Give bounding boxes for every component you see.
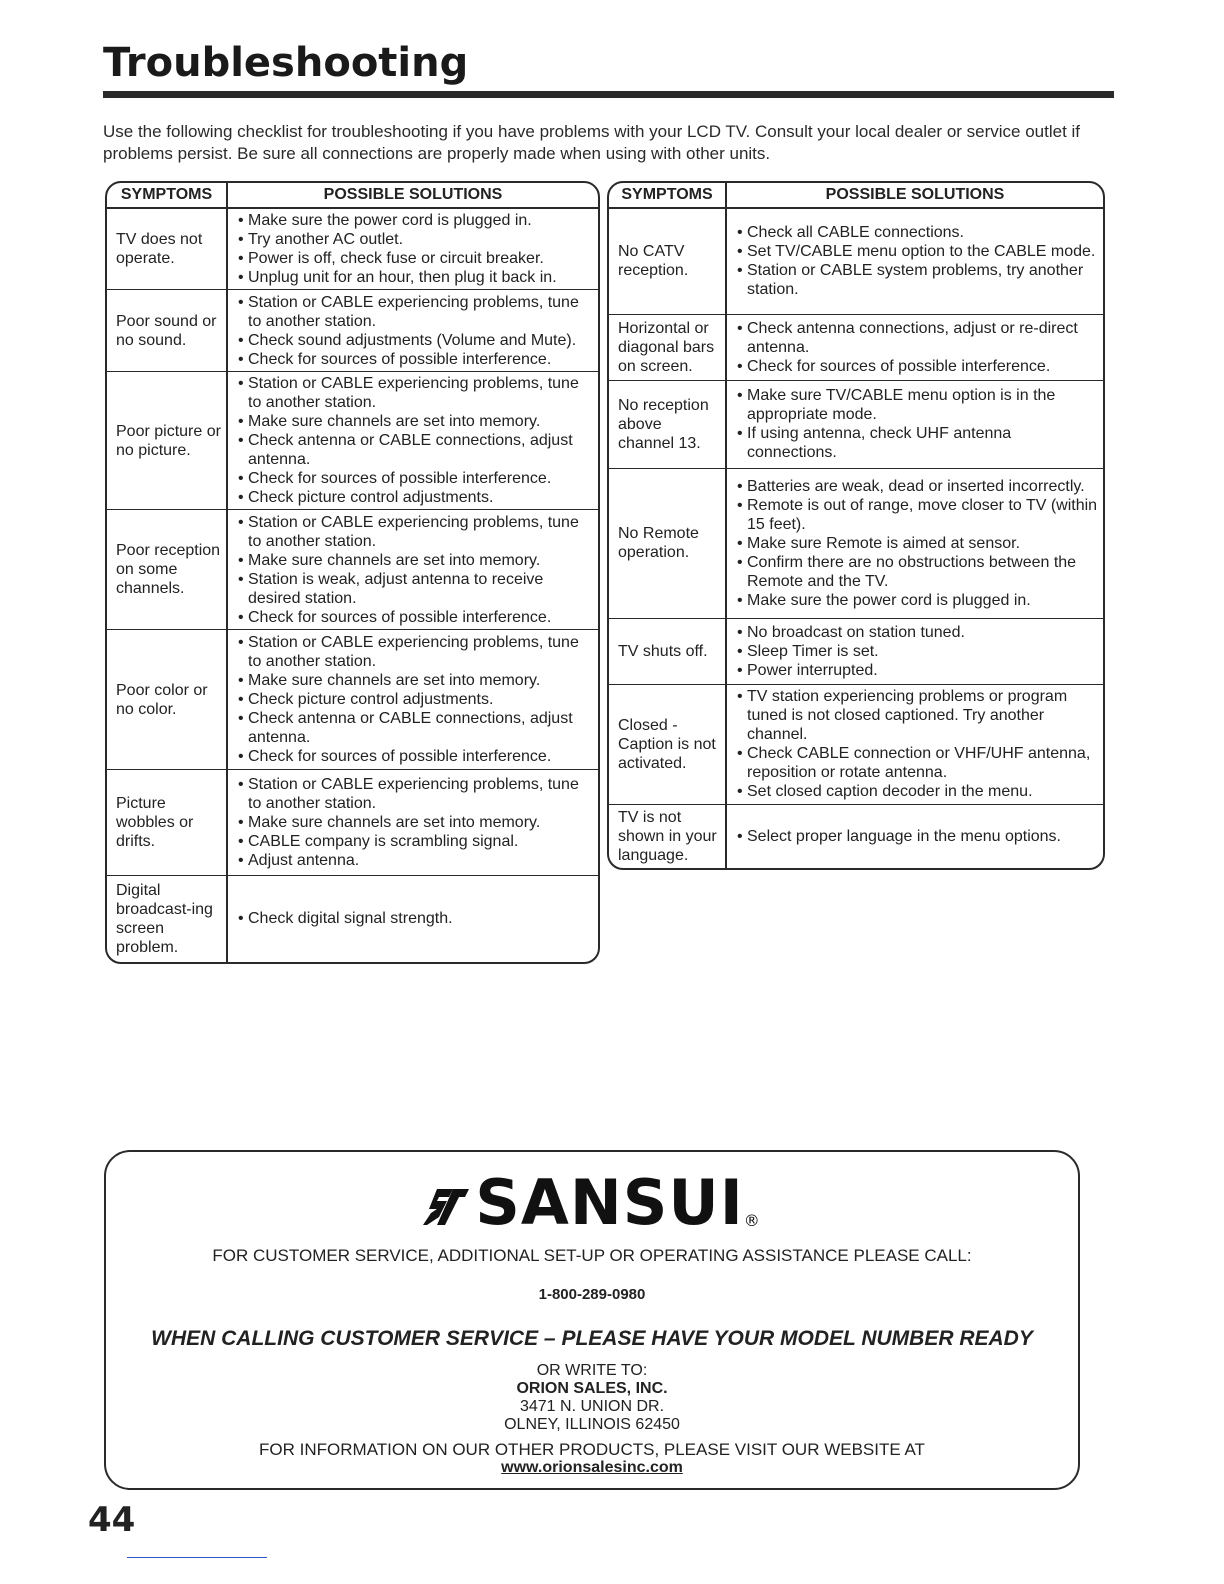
table-row (609, 468, 1103, 618)
solutions-cell (227, 290, 598, 372)
write-to-label: OR WRITE TO: (536, 1362, 648, 1379)
solutions-cell (726, 314, 1103, 380)
symptom-cell: Poor picture or no picture. (107, 372, 227, 510)
solution-list (735, 386, 1098, 462)
solution-item: • Station or CABLE experiencing problems, tune to another station. (236, 633, 593, 671)
solutions-cell (726, 684, 1103, 804)
brand-name: SANSUI (475, 1166, 744, 1239)
solution-item: • Check antenna or CABLE connections, adjust antenna. (236, 709, 593, 747)
solution-item: • Check digital signal strength. (236, 909, 593, 928)
solution-list (735, 827, 1098, 846)
table-row (107, 290, 598, 372)
solution-item: • Make sure channels are set into memory. (236, 813, 593, 832)
solution-item: • Station or CABLE experiencing problems, tune to another station. (236, 293, 593, 331)
symptom-cell: Picture wobbles or drifts. (107, 770, 227, 876)
registered-mark: ® (743, 1211, 761, 1230)
solution-item: • Unplug unit for an hour, then plug it back in. (236, 268, 593, 287)
table-row (107, 208, 598, 290)
solution-item: • Make sure the power cord is plugged in. (236, 211, 593, 230)
company-name: ORION SALES, INC. (516, 1380, 668, 1397)
street-address: 3471 N. UNION DR. (519, 1398, 665, 1415)
troubleshooting-table-left (105, 181, 600, 964)
city-address: OLNEY, ILLINOIS 62450 (504, 1416, 680, 1433)
call-line: FOR CUSTOMER SERVICE, ADDITIONAL SET-UP OR OPERATING ASSISTANCE PLEASE CALL: (212, 1246, 972, 1265)
solution-item: • Make sure channels are set into memory. (236, 412, 593, 431)
solution-list (735, 223, 1098, 299)
solutions-cell (227, 630, 598, 770)
solutions-cell (726, 468, 1103, 618)
solutions-cell (726, 208, 1103, 314)
solution-item: • Check for sources of possible interference. (236, 469, 593, 488)
solution-item: • Make sure TV/CABLE menu option is in the appropriate mode. (735, 386, 1098, 424)
phone-number[interactable]: 1-800-289-0980 (538, 1286, 646, 1303)
solution-item: • Set closed caption decoder in the menu. (735, 782, 1098, 801)
solution-item: • Adjust antenna. (236, 851, 593, 870)
solutions-cell (227, 510, 598, 630)
solution-list (236, 293, 593, 369)
solution-item: • Select proper language in the menu options. (735, 827, 1098, 846)
solution-item: • Check all CABLE connections. (735, 223, 1098, 242)
table-row (609, 314, 1103, 380)
sansui-logo (106, 1166, 1078, 1239)
solution-item: • CABLE company is scrambling signal. (236, 832, 593, 851)
solutions-cell (227, 372, 598, 510)
solution-item: • Check for sources of possible interference. (236, 747, 593, 766)
solutions-cell (227, 770, 598, 876)
symptom-cell: TV does not operate. (107, 208, 227, 290)
symptom-cell: Closed - Caption is not activated. (609, 684, 726, 804)
table-row (107, 770, 598, 876)
title-rule (103, 91, 1114, 98)
solution-item: • Check antenna or CABLE connections, adjust antenna. (236, 431, 593, 469)
solution-item: • Try another AC outlet. (236, 230, 593, 249)
table-row (609, 208, 1103, 314)
solution-item: • Check picture control adjustments. (236, 488, 593, 507)
table-row (107, 876, 598, 962)
solution-item: • Station or CABLE experiencing problems, tune to another station. (236, 374, 593, 412)
solution-item: • Make sure channels are set into memory. (236, 551, 593, 570)
solution-item: • Station or CABLE system problems, try another station. (735, 261, 1098, 299)
solution-item: • Check for sources of possible interference. (735, 357, 1098, 376)
page-title: Troubleshooting (103, 40, 469, 86)
solution-item: • Batteries are weak, dead or inserted incorrectly. (735, 477, 1098, 496)
solution-item: • Check antenna connections, adjust or re-direct antenna. (735, 319, 1098, 357)
solution-item: • Confirm there are no obstructions between the Remote and the TV. (735, 553, 1098, 591)
website-info-line: FOR INFORMATION ON OUR OTHER PRODUCTS, PLEASE VISIT OUR WEBSITE AT (259, 1440, 925, 1459)
symptoms-header: SYMPTOMS (107, 183, 227, 208)
symptom-cell: TV shuts off. (609, 618, 726, 684)
solutions-header: POSSIBLE SOLUTIONS (227, 183, 598, 208)
solution-list (236, 775, 593, 870)
solution-list (236, 374, 593, 507)
solution-item: • Station or CABLE experiencing problems, tune to another station. (236, 513, 593, 551)
solution-item: • No broadcast on station tuned. (735, 623, 1098, 642)
sansui-mark-icon (423, 1187, 469, 1227)
website-link[interactable]: www.orionsalesinc.com (501, 1459, 683, 1476)
solution-item: • Set TV/CABLE menu option to the CABLE mode. (735, 242, 1098, 261)
solution-item: • Check for sources of possible interference. (236, 350, 593, 369)
solution-item: • Check CABLE connection or VHF/UHF antenna, reposition or rotate antenna. (735, 744, 1098, 782)
solution-item: • Check sound adjustments (Volume and Mute). (236, 331, 593, 350)
solution-item: • Check for sources of possible interference. (236, 608, 593, 627)
solution-list (735, 687, 1098, 801)
symptom-cell: Poor sound or no sound. (107, 290, 227, 372)
footer-rule (127, 1557, 267, 1558)
solution-item: • Station or CABLE experiencing problems, tune to another station. (236, 775, 593, 813)
symptom-cell: Horizontal or diagonal bars on screen. (609, 314, 726, 380)
solutions-cell (726, 804, 1103, 868)
symptom-cell: Poor color or no color. (107, 630, 227, 770)
solution-item: • If using antenna, check UHF antenna connections. (735, 424, 1098, 462)
table-row (107, 372, 598, 510)
table-row (609, 380, 1103, 468)
solution-list (236, 633, 593, 766)
symptom-cell: No Remote operation. (609, 468, 726, 618)
solution-list (735, 477, 1098, 610)
intro-paragraph: Use the following checklist for troubleshooting if you have problems with your LCD TV. Consult your local dealer or service outlet if problems persist. Be sure all connections are properly made when using with other units. (103, 122, 1081, 163)
solutions-cell (726, 380, 1103, 468)
solution-list (236, 513, 593, 627)
solution-list (735, 623, 1098, 680)
table-row (609, 618, 1103, 684)
solution-item: • Power is off, check fuse or circuit breaker. (236, 249, 593, 268)
solutions-header: POSSIBLE SOLUTIONS (726, 183, 1103, 208)
symptoms-header: SYMPTOMS (609, 183, 726, 208)
symptom-cell: Poor reception on some channels. (107, 510, 227, 630)
symptom-cell: No CATV reception. (609, 208, 726, 314)
solutions-cell (726, 618, 1103, 684)
table-row (609, 684, 1103, 804)
solution-list (735, 319, 1098, 376)
solutions-cell (227, 876, 598, 962)
table-row (609, 804, 1103, 868)
customer-service-box (104, 1150, 1080, 1490)
solution-item: • Make sure Remote is aimed at sensor. (735, 534, 1098, 553)
solution-item: • TV station experiencing problems or program tuned is not closed captioned. Try another channel. (735, 687, 1098, 744)
table-row (107, 510, 598, 630)
solutions-cell (227, 208, 598, 290)
symptom-cell: TV is not shown in your language. (609, 804, 726, 868)
solution-item: • Station is weak, adjust antenna to receive desired station. (236, 570, 593, 608)
solution-item: • Power interrupted. (735, 661, 1098, 680)
solution-item: • Make sure channels are set into memory. (236, 671, 593, 690)
solution-item: • Check picture control adjustments. (236, 690, 593, 709)
solution-item: • Remote is out of range, move closer to TV (within 15 feet). (735, 496, 1098, 534)
symptom-cell: No reception above channel 13. (609, 380, 726, 468)
symptom-cell: Digital broadcast-ing screen problem. (107, 876, 227, 962)
page-number: 44 (88, 1500, 136, 1540)
solution-item: • Sleep Timer is set. (735, 642, 1098, 661)
model-number-notice: WHEN CALLING CUSTOMER SERVICE – PLEASE HAVE YOUR MODEL NUMBER READY (151, 1327, 1033, 1350)
solution-list (236, 909, 593, 928)
table-row (107, 630, 598, 770)
solution-list (236, 211, 593, 287)
troubleshooting-table-right (607, 181, 1105, 870)
solution-item: • Make sure the power cord is plugged in. (735, 591, 1098, 610)
